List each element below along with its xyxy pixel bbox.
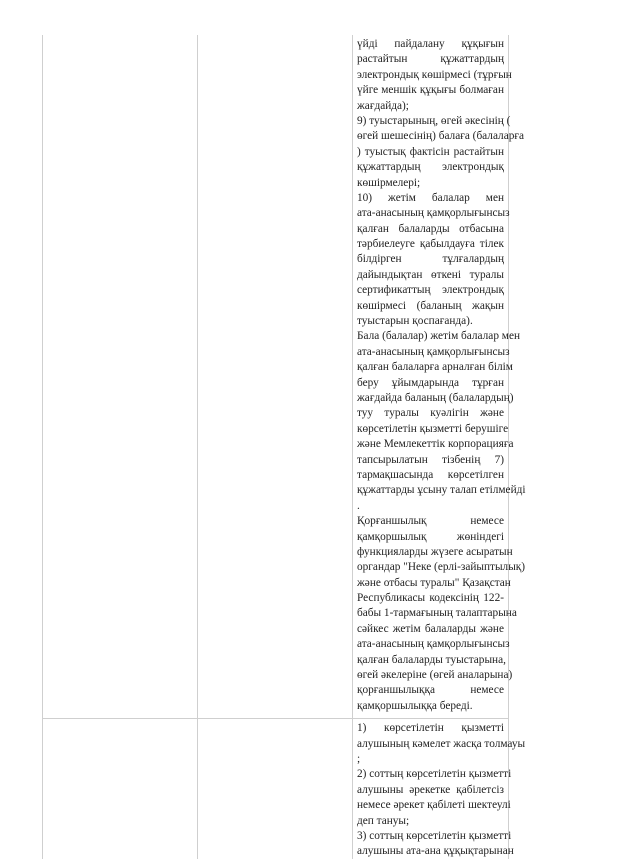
document-table — [42, 35, 526, 859]
text-line: 3) соттың көрсетілетін қызметті — [357, 829, 512, 842]
text-line: өгей әкелеріне (өгей аналарына) — [357, 669, 513, 682]
text-line: білдірген тұлғалардың — [357, 253, 504, 266]
table-cell-text — [352, 719, 526, 859]
text-line: сәйкес жетім балаларды және — [357, 622, 504, 635]
text-line: алушыны әрекетке қабілетсіз — [357, 783, 504, 796]
text-line: құжаттардың электрондық — [357, 161, 504, 174]
text-line: көшірмелері; — [357, 176, 421, 189]
text-line: . — [357, 499, 360, 512]
text-line: деп тануы; — [357, 814, 410, 827]
text-line: өгей шешесінің) балаға (балаларға — [357, 130, 524, 143]
text-line: функцияларды жүзеге асыратын — [357, 545, 513, 558]
text-line: 2) соттың көрсетілетін қызметті — [357, 768, 512, 781]
table-cell-text — [352, 35, 526, 718]
text-line: Қорғаншылық немесе — [357, 515, 504, 528]
text-line: ; — [357, 752, 361, 765]
text-line: туыстарын қоспағанда). — [357, 315, 473, 328]
text-line: қамқоршылық жөніндегі — [357, 530, 504, 543]
text-line: тапсырылатын тізбенің 7) — [357, 453, 504, 466]
text-line: беру ұйымдарында тұрған — [357, 376, 504, 389]
text-line: және Мемлекеттік корпорацияға — [357, 438, 514, 451]
text-line: растайтын құжаттардың — [357, 53, 504, 66]
text-line: көрсетілетін қызметті берушіге — [357, 422, 509, 435]
text-line: дайындықтан өткені туралы — [357, 268, 504, 281]
text-line: алушының кәмелет жасқа толмауы — [357, 737, 526, 750]
text-line: құжаттарды ұсыну талап етілмейді — [357, 484, 526, 497]
text-line: туу туралы куәлігін және — [357, 407, 504, 420]
text-line: қалған балаларды отбасына — [357, 222, 504, 235]
text-line: қалған балаларға арналған білім — [357, 361, 513, 374]
text-line: қамқоршылыққа береді. — [357, 699, 473, 712]
text-line: сертификаттың электрондық — [357, 284, 504, 297]
text-line: ата-анасының қамқорлығынсыз — [357, 638, 510, 651]
text-line: Бала (балалар) жетім балалар мен — [357, 330, 520, 343]
text-line: 10) жетім балалар мен — [357, 191, 504, 204]
text-line: қалған балаларды туыстарына, — [357, 653, 506, 666]
text-line: үйді пайдалану құқығын — [357, 38, 504, 50]
text-line: жағдайда баланың (балалардың) — [357, 391, 514, 404]
table-cell-empty — [42, 719, 197, 859]
text-line: ) туыстық фактісін растайтын — [357, 145, 504, 158]
table-cell-empty — [197, 719, 352, 859]
text-line: тармақшасында көрсетілген — [357, 468, 504, 481]
text-line: және отбасы туралы" Қазақстан — [357, 576, 511, 589]
table-row — [42, 35, 526, 719]
text-line: алушыны ата-ана құқықтарынан — [357, 845, 514, 858]
text-line: 1) көрсетілетін қызметті — [357, 722, 504, 735]
table-row — [42, 719, 526, 859]
text-line: органдар "Неке (ерлі-зайыптылық) — [357, 561, 526, 574]
text-line: қорғаншылыққа немесе — [357, 684, 504, 697]
text-line: Республикасы кодексінің 122- — [357, 592, 504, 605]
text-line: ата-анасының қамқорлығынсыз — [357, 207, 510, 220]
text-line: тәрбиелеуге қабылдауға тілек — [357, 238, 504, 251]
text-line: ата-анасының қамқорлығынсыз — [357, 345, 510, 358]
text-line: немесе әрекет қабілеті шектеулі — [357, 799, 511, 812]
text-line: көшірмесі (баланың жақын — [357, 299, 504, 312]
text-line: электрондық көшірмесі (тұрғын — [357, 68, 512, 81]
text-line: 9) туыстарының, өгей әкесінің ( — [357, 114, 511, 127]
table-cell-empty — [42, 35, 197, 718]
text-line: үйге меншік құқығы болмаған — [357, 84, 504, 97]
table-cell-empty — [197, 35, 352, 718]
text-line: жағдайда); — [357, 99, 409, 112]
text-line: бабы 1-тармағының талаптарына — [357, 607, 517, 620]
